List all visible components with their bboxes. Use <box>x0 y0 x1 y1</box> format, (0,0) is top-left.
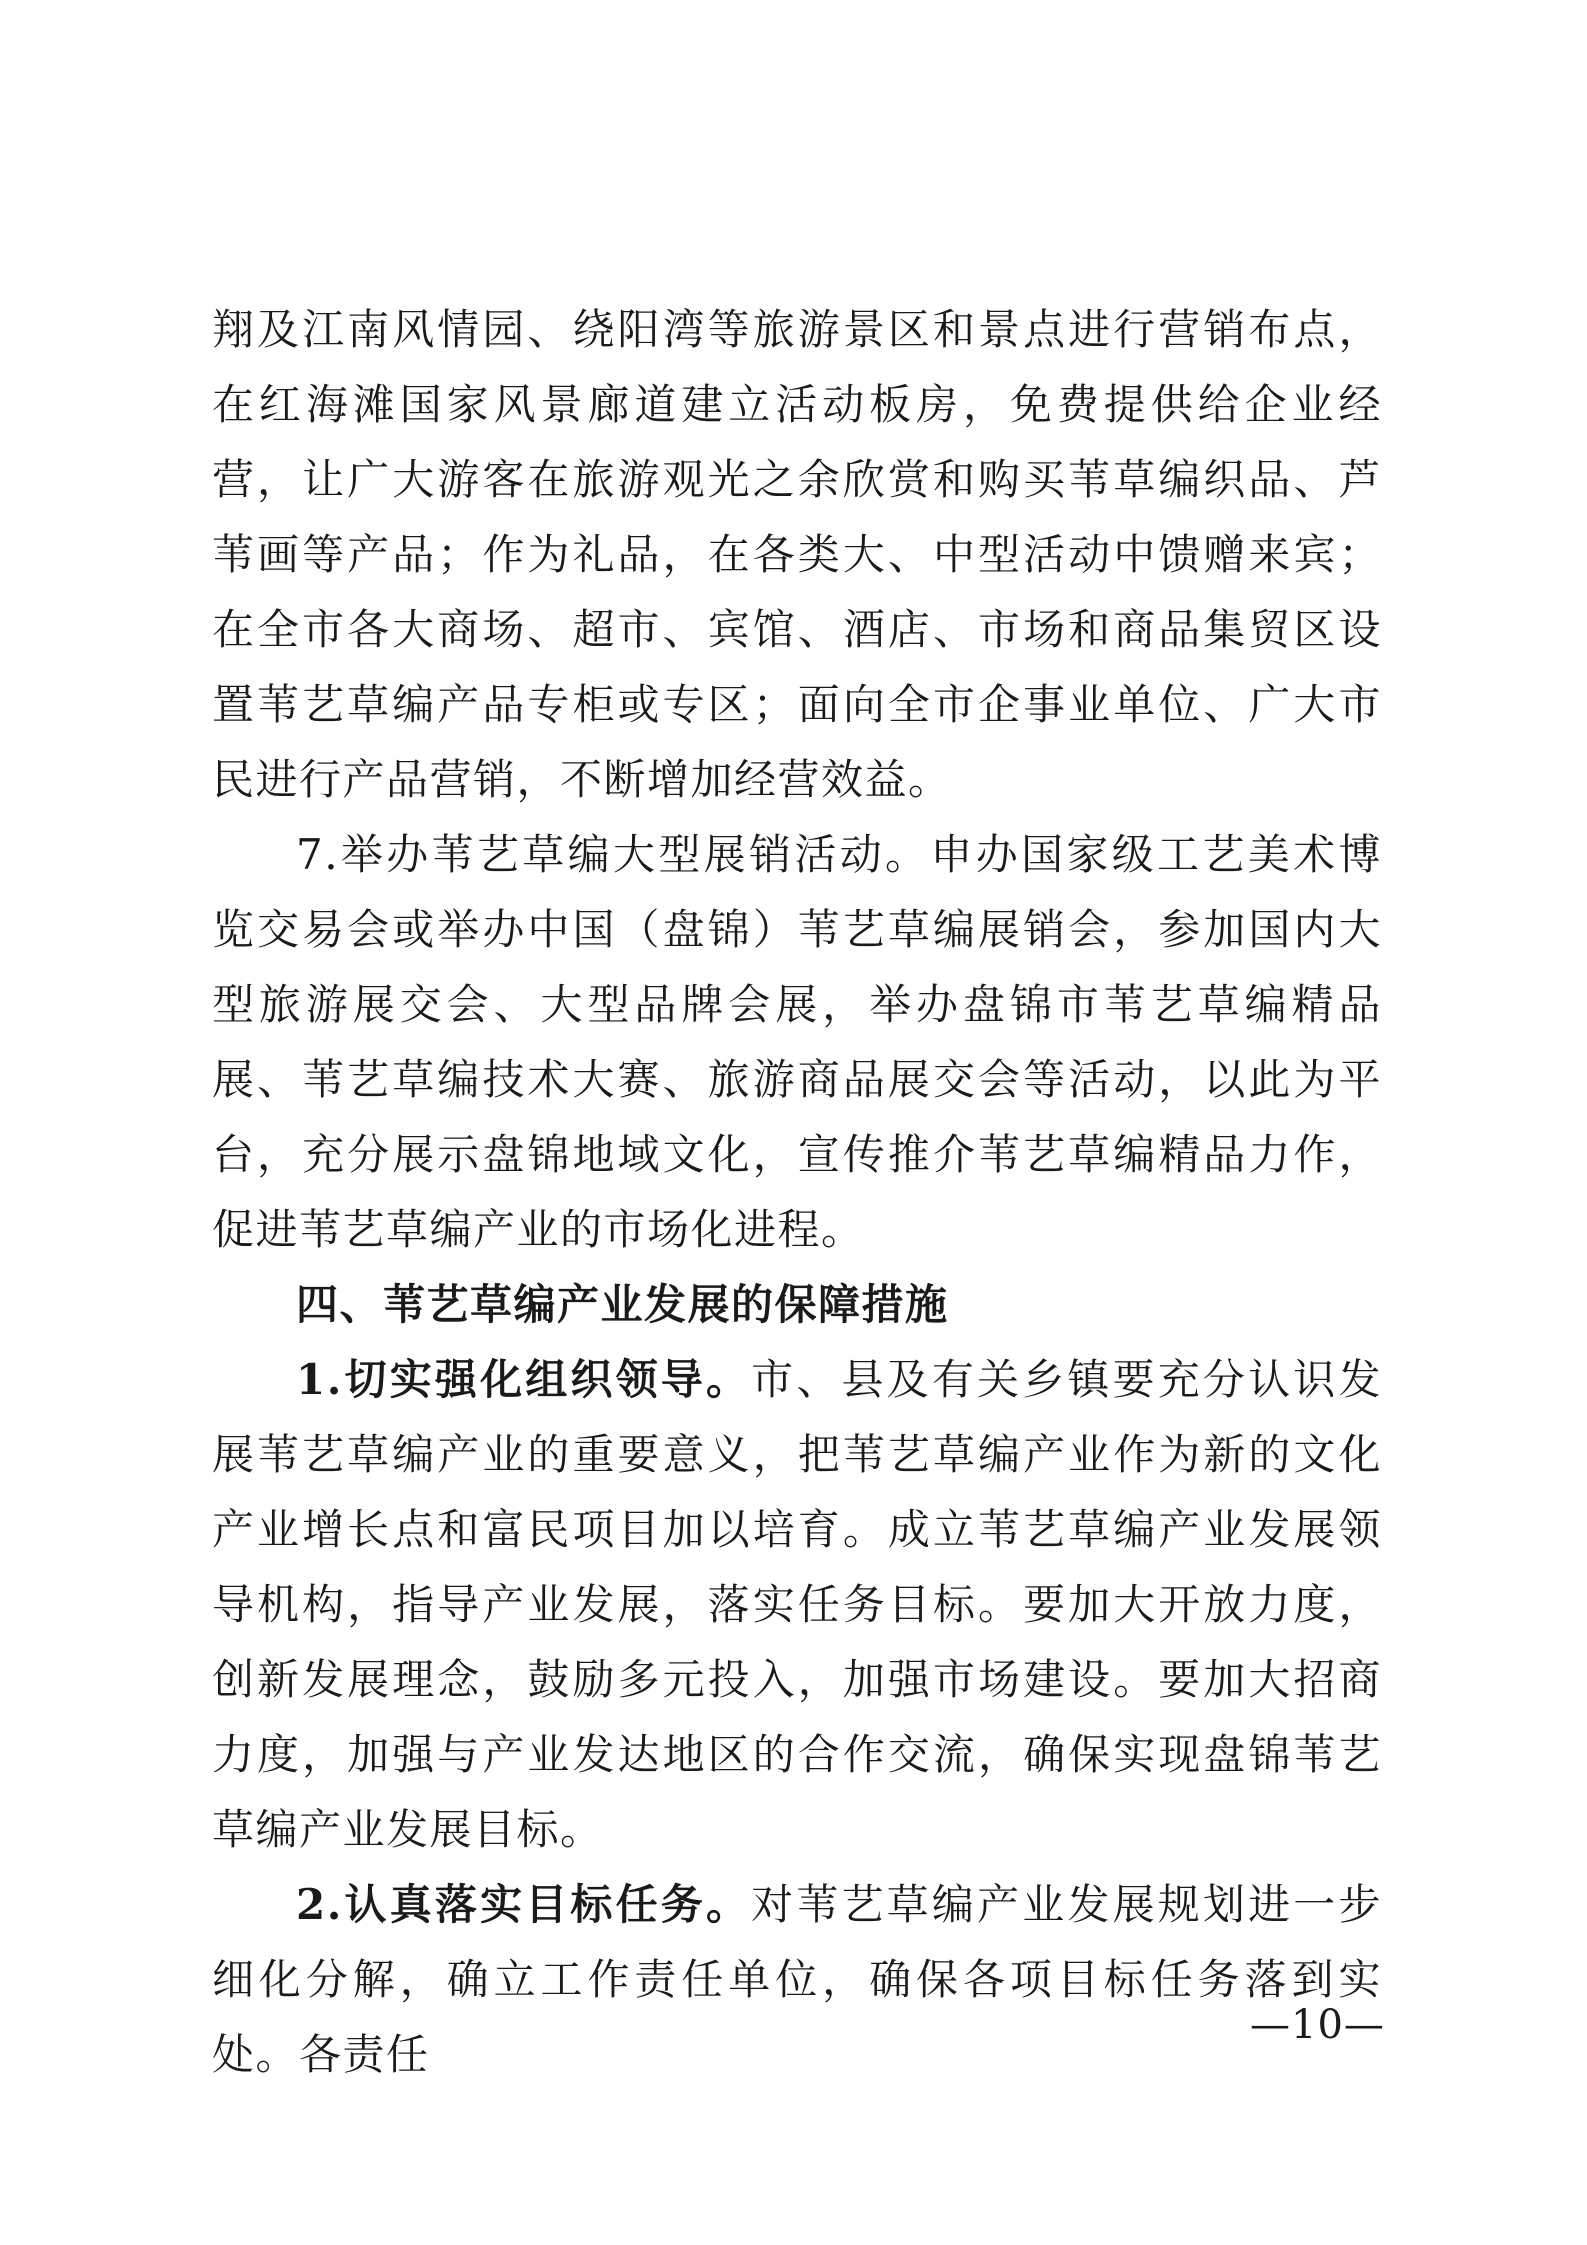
page-number: —10— <box>1250 2002 1385 2048</box>
paragraph-marketing-points: 翔及江南风情园、绕阳湾等旅游景区和景点进行营销布点，在红海滩国家风景廊道建立活动板房，免费提供给企业经营，让广大游客在旅游观光之余欣赏和购买苇草编织品、芦苇画等产品；作为礼品，在各类大、中型活动中馈赠来宾；在全市各大商场、超市、宾馆、酒店、市场和商品集贸区设置苇艺草编产品专柜或专区；面向全市企事业单位、广大市民进行产品营销，不断增加经营效益。 <box>212 305 1382 804</box>
paragraph-organization-leadership <box>212 1342 1382 1867</box>
section-heading: 四、苇艺草编产业发展的保障措施 <box>296 1280 949 1329</box>
paragraph-target-tasks <box>212 1867 1382 2092</box>
paragraph-body: 对苇艺草编产业发展规划进一步细化分解，确立工作责任单位，确保各项目标任务落到实处。各责任 <box>212 1880 1382 2079</box>
body-text <box>212 292 1382 2092</box>
paragraph-lead: 2.认真落实目标任务。 <box>296 1880 752 1929</box>
paragraph-lead: 1.切实强化组织领导。 <box>296 1355 752 1404</box>
paragraph-body: 市、县及有关乡镇要充分认识发展苇艺草编产业的重要意义，把苇艺草编产业作为新的文化产业增长点和富民项目加以培育。成立苇艺草编产业发展领导机构，指导产业发展，落实任务目标。要加大开放力度，创新发展理念，鼓励多元投入，加强市场建设。要加大招商力度，加强与产业发达地区的合作交流，确保实现盘锦苇艺草编产业发展目标。 <box>212 1355 1382 1854</box>
paragraph-exhibition-activities: 7.举办苇艺草编大型展销活动。申办国家级工艺美术博览交易会或举办中国（盘锦）苇艺草编展销会，参加国内大型旅游展交会、大型品牌会展，举办盘锦市苇艺草编精品展、苇艺草编技术大赛、旅游商品展交会等活动，以此为平台，充分展示盘锦地域文化，宣传推介苇艺草编精品力作，促进苇艺草编产业的市场化进程。 <box>212 830 1382 1254</box>
